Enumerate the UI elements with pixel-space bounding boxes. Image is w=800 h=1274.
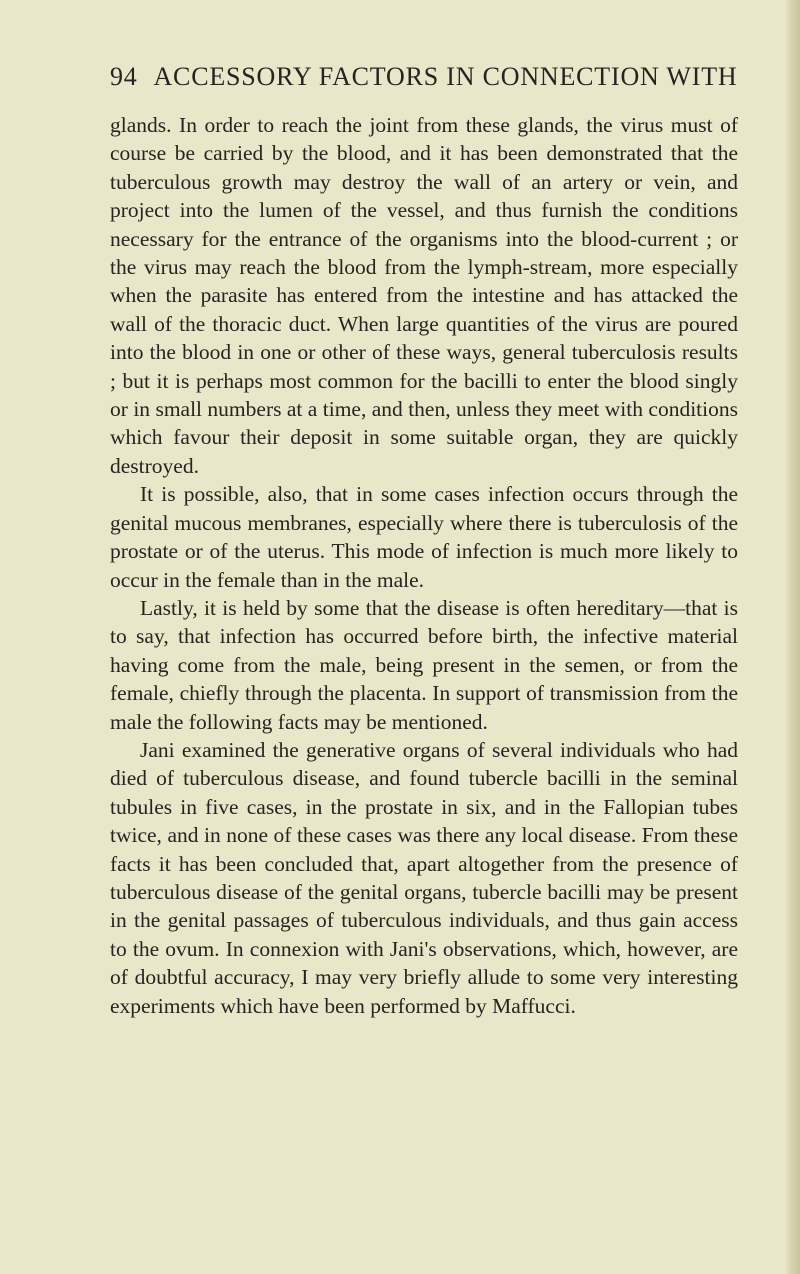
paragraph-continuation: glands. In order to reach the joint from these glands, the virus must of course be carried by the blood, and it has been demonstrated that the tuberculous growth may destroy the wall of an artery or vein, and project into the lumen of the vessel, and thus furnish the conditions necessary for the entrance of the organisms into the blood-current ; or the virus may reach the blood from the lymph-stream, more especially when the parasite has entered from the intestine and has attacked the wall of the thoracic duct. When large quantities of the virus are poured into the blood in one or other of these ways, general tuberculosis results ; but it is perhaps most common for the bacilli to enter the blood singly or in small numbers at a time, and then, unless they meet with conditions which favour their deposit in some suitable organ, they are quickly destroyed. <box>110 113 738 478</box>
running-title: ACCESSORY FACTORS IN CONNECTION WITH <box>153 62 738 91</box>
page-edge-shadow <box>786 0 800 1274</box>
running-head <box>110 60 750 94</box>
body-text <box>110 111 738 1020</box>
paragraph-jani: Jani examined the generative organs of several individuals who had died of tuberculous disease, and found tubercle bacilli in the seminal tubules in five cases, in the prostate in six, and in the Fallopian tubes twice, and in none of these cases was there any local disease. From these facts it has been concluded that, apart altogether from the presence of tuberculous disease of the genital organs, tubercle bacilli may be present in the genital passages of tuberculous individuals, and thus gain access to the ovum. In connexion with Jani's observations, which, however, are of doubtful accuracy, I may very briefly allude to some very interesting experiments which have been performed by Maffucci. <box>110 737 738 1018</box>
paragraph-genital-infection: It is possible, also, that in some cases infection occurs through the genital mucous membranes, especially where there is tuberculosis of the prostate or of the uterus. This mode of infection is much more likely to occur in the female than in the male. <box>110 482 738 592</box>
page-number: 94 <box>110 62 138 91</box>
paragraph-heredity: Lastly, it is held by some that the disease is often hereditary—that is to say, that infection has occurred before birth, the infective material having come from the male, being present in the semen, or from the female, chiefly through the placenta. In support of transmission from the male the following facts may be mentioned. <box>110 595 738 734</box>
